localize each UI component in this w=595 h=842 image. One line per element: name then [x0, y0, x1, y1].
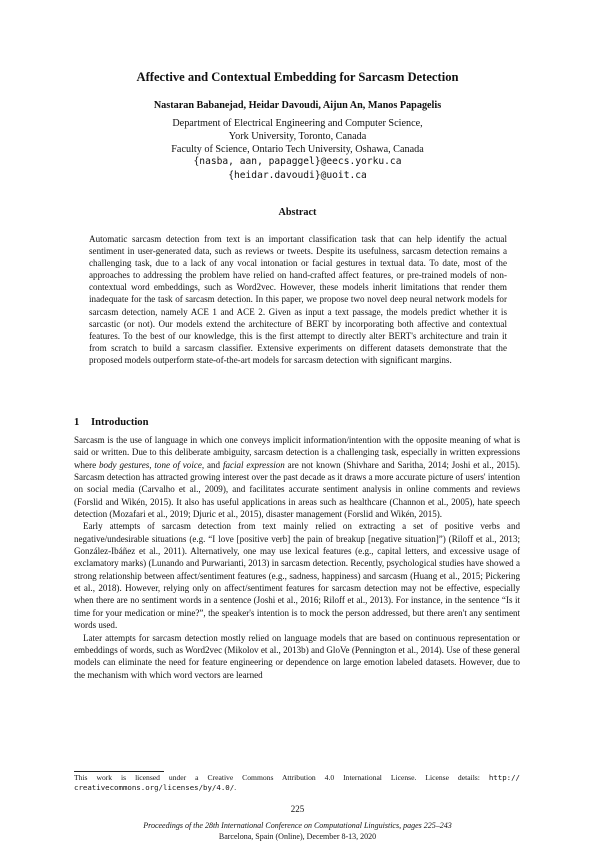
license-link[interactable]: http:// creativecommons.org/licenses/by/4.0/: [74, 773, 520, 792]
page-number: 225: [290, 804, 305, 814]
section-title: Introduction: [91, 417, 149, 428]
abstract-text: Automatic sarcasm detection from text is an important classification task that can help identify the actual sentiment in user-generated data, such as reviews or tweets. Despite its usefulness, sarcasm detection remains a challenging task, due to a lack of any vocal intonation or facial gestures in textual data. To date, most of the approaches to addressing the problem have relied on hand-crafted affect features, or pre-trained models of non-contextual word embeddings, such as Word2vec. However, these models inherit limitations that render them inadequate for the task of sarcasm detection. In this paper, we propose two novel deep neural network models for sarcasm detection, namely ACE 1 and ACE 2. Given as input a text passage, the models predict whether it is sarcastic (or not). Our models extend the architecture of BERT by incorporating both affective and contextual features. To the best of our knowledge, this is the first attempt to directly alter BERT's architecture and train it from scratch to build a sarcasm classifier. Extensive experiments on different datasets demonstrate that the proposed models outperform state-of-the-art models for sarcasm detection with significant margins.: [89, 234, 507, 365]
affiliation-line-3: Faculty of Science, Ontario Tech University, Oshawa, Canada: [171, 144, 424, 155]
email-line-2: {heidar.davoudi}@uoit.ca: [228, 170, 367, 181]
proceedings-line: Proceedings of the 28th International Conference on Computational Linguistics, pages 225–243: [143, 821, 452, 830]
affiliation-line-2: York University, Toronto, Canada: [228, 131, 367, 142]
license-footnote: This work is licensed under a Creative Commons Attribution 4.0 International License. License details: http:// creativecommons.org/licenses/by/4.0/.: [74, 773, 520, 792]
abstract-heading: Abstract: [278, 207, 317, 218]
paragraph-1: Sarcasm is the use of language in which one conveys implicit information/intention with the opposite meaning of what is said or written. Due to this deliberate ambiguity, sarcasm detection is a challenging task, especially in written expressions where body gestures, tone of voice, and facial expression are not known (Shivhare and Saritha, 2014; Joshi et al., 2015). Sarcasm detection has attracted growing interest over the past decade as it draws a more accurate picture of users' intention on social media (Carvalho et al., 2009), and facilitates accurate sentiment analysis in online comments and reviews (Forslid and Wikén, 2015). It also has useful applications in areas such as healthcare (Channon et al., 2005), hate speech detection (Mozafari et al., 2019; Djuric et al., 2015), disaster management (Forslid and Wikén, 2015).: [74, 435, 520, 520]
section-number: 1: [74, 417, 80, 428]
paragraph-2: Early attempts of sarcasm detection from text mainly relied on extracting a set of positive verbs and negative/undesirable situations (e.g. “I love [positive verb] the pain of breakup [negative situation]”) (Riloff et al., 2013; González-Ibáñez et al., 2011). Alternatively, one may use lexical features (e.g., capital letters, and excessive usage of exclamatory marks) (Lunando and Purwarianti, 2013) in sarcasm detection. Recently, psychological studies have showed a strong relationship between affect/sentiment features (e.g., sadness, happiness) and sarcasm (Huang et al., 2015; Pickering et al., 2018). However, relying only on affect/sentiment features for sarcasm detection may not be effective, especially when there are no sentiment words in a sentence (Joshi et al., 2016; Riloff et al., 2013). For instance, in the sentence “Is it time for your medication or mine?”, the speaker's intention is to mock the person addressed, but there aren't any sentiment words used.: [74, 521, 520, 631]
author-list: Nastaran Babanejad, Heidar Davoudi, Aijun An, Manos Papagelis: [153, 100, 442, 111]
venue-line: Barcelona, Spain (Online), December 8-13, 2020: [218, 832, 377, 841]
paper-title: Affective and Contextual Embedding for Sarcasm Detection: [136, 70, 459, 84]
affiliation-line-1: Department of Electrical Engineering and Computer Science,: [172, 118, 423, 129]
footnote-rule: [74, 771, 164, 772]
emphasis-body-gestures: body gestures: [98, 459, 150, 470]
email-line-1: {nasba, aan, papaggel}@eecs.yorku.ca: [193, 156, 402, 167]
emphasis-tone-of-voice: tone of voice: [154, 459, 202, 470]
section-body: [74, 434, 520, 681]
section-heading: [74, 417, 149, 428]
emphasis-facial-expression: facial expression: [222, 459, 285, 470]
paragraph-3: Later attempts for sarcasm detection mostly relied on language models that are based on continuous representation or embeddings of words, such as Word2vec (Mikolov et al., 2013b) and GloVe (Pennington et al., 2014). Use of these general models can eliminate the need for feature engineering or dependence on large emotion labeled datasets. However, due to the mechanism with which word vectors are learned: [74, 632, 520, 680]
